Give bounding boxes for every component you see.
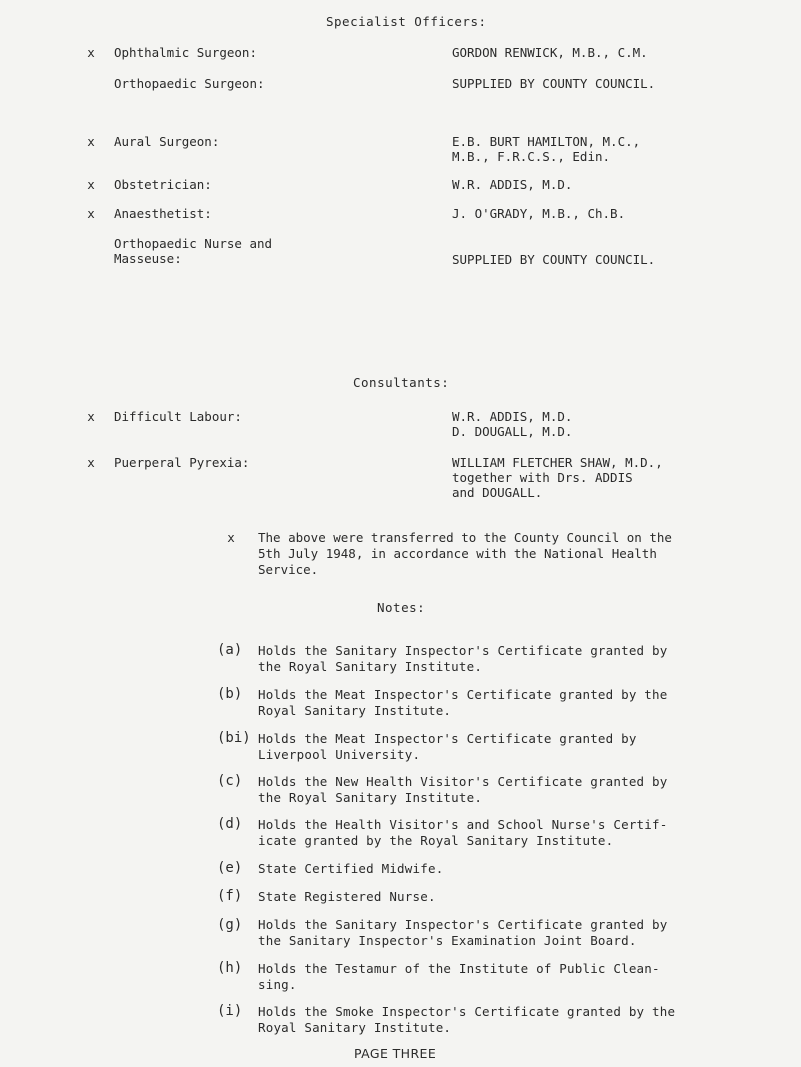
note-text: State Certified Midwife. [258, 861, 444, 876]
transfer-marker: x [87, 134, 95, 149]
officer-role: Orthopaedic Nurse and Masseuse: [114, 236, 273, 266]
note-label: (i) [217, 1003, 243, 1019]
officer-name: GORDON RENWICK, M.B., C.M. [452, 45, 648, 60]
transfer-marker: x [87, 206, 95, 221]
note-label: (g) [217, 917, 243, 933]
transfer-marker: x [227, 530, 235, 545]
notes-heading: Notes: [377, 600, 426, 615]
transfer-marker: x [87, 409, 95, 424]
note-text: Holds the New Health Visitor's Certificate granted by the Royal Sanitary Institute. [258, 774, 668, 805]
consultants-heading: Consultants: [353, 375, 450, 390]
note-text: Holds the Smoke Inspector's Certificate granted by the Royal Sanitary Institute. [258, 1004, 676, 1035]
note-label: (h) [217, 960, 243, 976]
note-text: State Registered Nurse. [258, 889, 436, 904]
page-footer: PAGE THREE [354, 1046, 437, 1061]
note-text: Holds the Sanitary Inspector's Certificate granted by the Royal Sanitary Institute. [258, 643, 668, 674]
note-text: Holds the Health Visitor's and School Nurse's Certif- icate granted by the Royal Sanitary Institute. [258, 817, 668, 848]
note-label: (e) [217, 860, 243, 876]
note-label: (f) [217, 888, 243, 904]
transfer-marker: x [87, 177, 95, 192]
officer-role: Aural Surgeon: [114, 134, 220, 149]
note-label: (b) [217, 686, 243, 702]
officer-name: W.R. ADDIS, M.D. [452, 177, 573, 192]
officer-name: J. O'GRADY, M.B., Ch.B. [452, 206, 626, 221]
consultant-name: W.R. ADDIS, M.D. D. DOUGALL, M.D. [452, 409, 573, 439]
officer-name: E.B. BURT HAMILTON, M.C., M.B., F.R.C.S., Edin. [452, 134, 641, 164]
specialist-officers-heading: Specialist Officers: [326, 14, 487, 29]
note-label: (d) [217, 816, 243, 832]
note-text: Holds the Testamur of the Institute of Public Clean- sing. [258, 961, 660, 992]
officer-role: Anaesthetist: [114, 206, 212, 221]
note-text: Holds the Meat Inspector's Certificate granted by the Royal Sanitary Institute. [258, 687, 668, 718]
officer-name: SUPPLIED BY COUNTY COUNCIL. [452, 76, 656, 91]
officer-role: Obstetrician: [114, 177, 212, 192]
officer-role: Ophthalmic Surgeon: [114, 45, 257, 60]
transfer-marker: x [87, 45, 95, 60]
transfer-marker: x [87, 455, 95, 470]
note-label: (c) [217, 773, 243, 789]
officer-role: Orthopaedic Surgeon: [114, 76, 265, 91]
transfer-note-text: The above were transferred to the County Council on the 5th July 1948, in accordance with the National Health Service. [258, 530, 672, 577]
note-label: (bi) [217, 730, 251, 746]
note-text: Holds the Sanitary Inspector's Certificate granted by the Sanitary Inspector's Examination Joint Board. [258, 917, 668, 948]
note-text: Holds the Meat Inspector's Certificate granted by Liverpool University. [258, 731, 637, 762]
consultant-name: WILLIAM FLETCHER SHAW, M.D., together with Drs. ADDIS and DOUGALL. [452, 455, 663, 500]
note-label: (a) [217, 642, 243, 658]
consultant-role: Difficult Labour: [114, 409, 242, 424]
consultant-role: Puerperal Pyrexia: [114, 455, 250, 470]
officer-name: SUPPLIED BY COUNTY COUNCIL. [452, 252, 656, 267]
